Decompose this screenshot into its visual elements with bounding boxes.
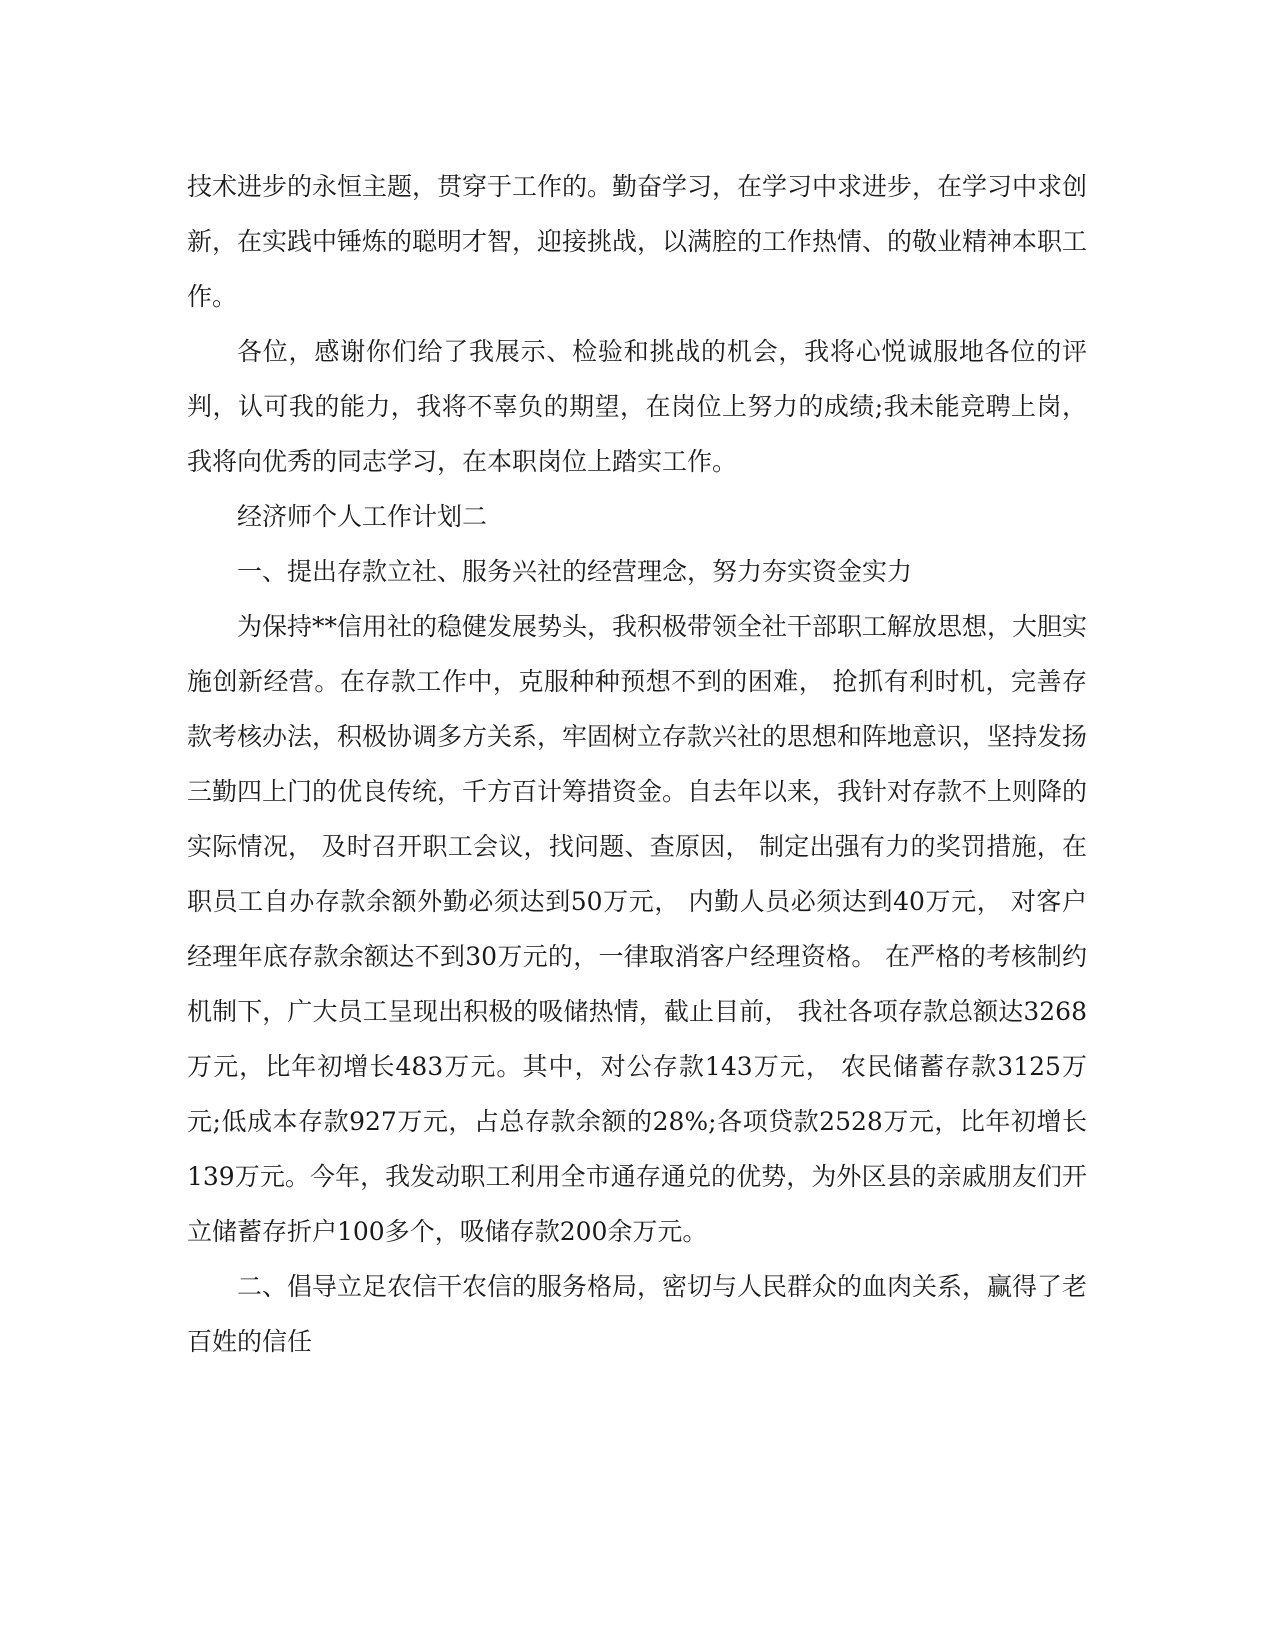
heading-two: 二、倡导立足农信干农信的服务格局，密切与人民群众的血肉关系，赢得了老百姓的信任: [187, 1272, 1088, 1356]
paragraph-continuation: 技术进步的永恒主题，贯穿于工作的。勤奋学习，在学习中求进步，在学习中求创新，在实践中锤炼的聪明才智，迎接挑战，以满腔的工作热情、的敬业精神本职工作。: [187, 172, 1088, 311]
document-body: [187, 159, 1087, 1369]
section-title: 经济师个人工作计划二: [237, 502, 488, 531]
paragraph-deposits: 为保持**信用社的稳健发展势头，我积极带领全社干部职工解放思想，大胆实施创新经营。在存款工作中，克服种种预想不到的困难， 抢抓有利时机，完善存款考核办法，积极协调多方关系，牢固树立存款兴社的思想和阵地意识，坚持发扬三勤四上门的优良传统，千方百计筹措资金。自去年以来，我针对存款不上则降的实际情况， 及时召开职工会议，找问题、查原因， 制定出强有力的奖罚措施，在职员工自办存款余额外勤必须达到50万元， 内勤人员必须达到40万元， 对客户经理年底存款余额达不到30万元的，一律取消客户经理资格。 在严格的考核制约机制下，广大员工呈现出积极的吸储热情，截止目前， 我社各项存款总额达3268万元，比年初增长483万元。其中，对公存款143万元， 农民储蓄存款3125万元;低成本存款927万元，占总存款余额的28%;各项贷款2528万元，比年初增长139万元。今年，我发动职工利用全市通存通兑的优势，为外区县的亲戚朋友们开立储蓄存折户100多个，吸储存款200余万元。: [187, 612, 1088, 1246]
heading-one: 一、提出存款立社、服务兴社的经营理念，努力夯实资金实力: [237, 557, 913, 586]
paragraph-thanks: 各位，感谢你们给了我展示、检验和挑战的机会，我将心悦诚服地各位的评判，认可我的能力，我将不辜负的期望，在岗位上努力的成绩;我未能竞聘上岗，我将向优秀的同志学习，在本职岗位上踏实工作。: [187, 337, 1087, 476]
